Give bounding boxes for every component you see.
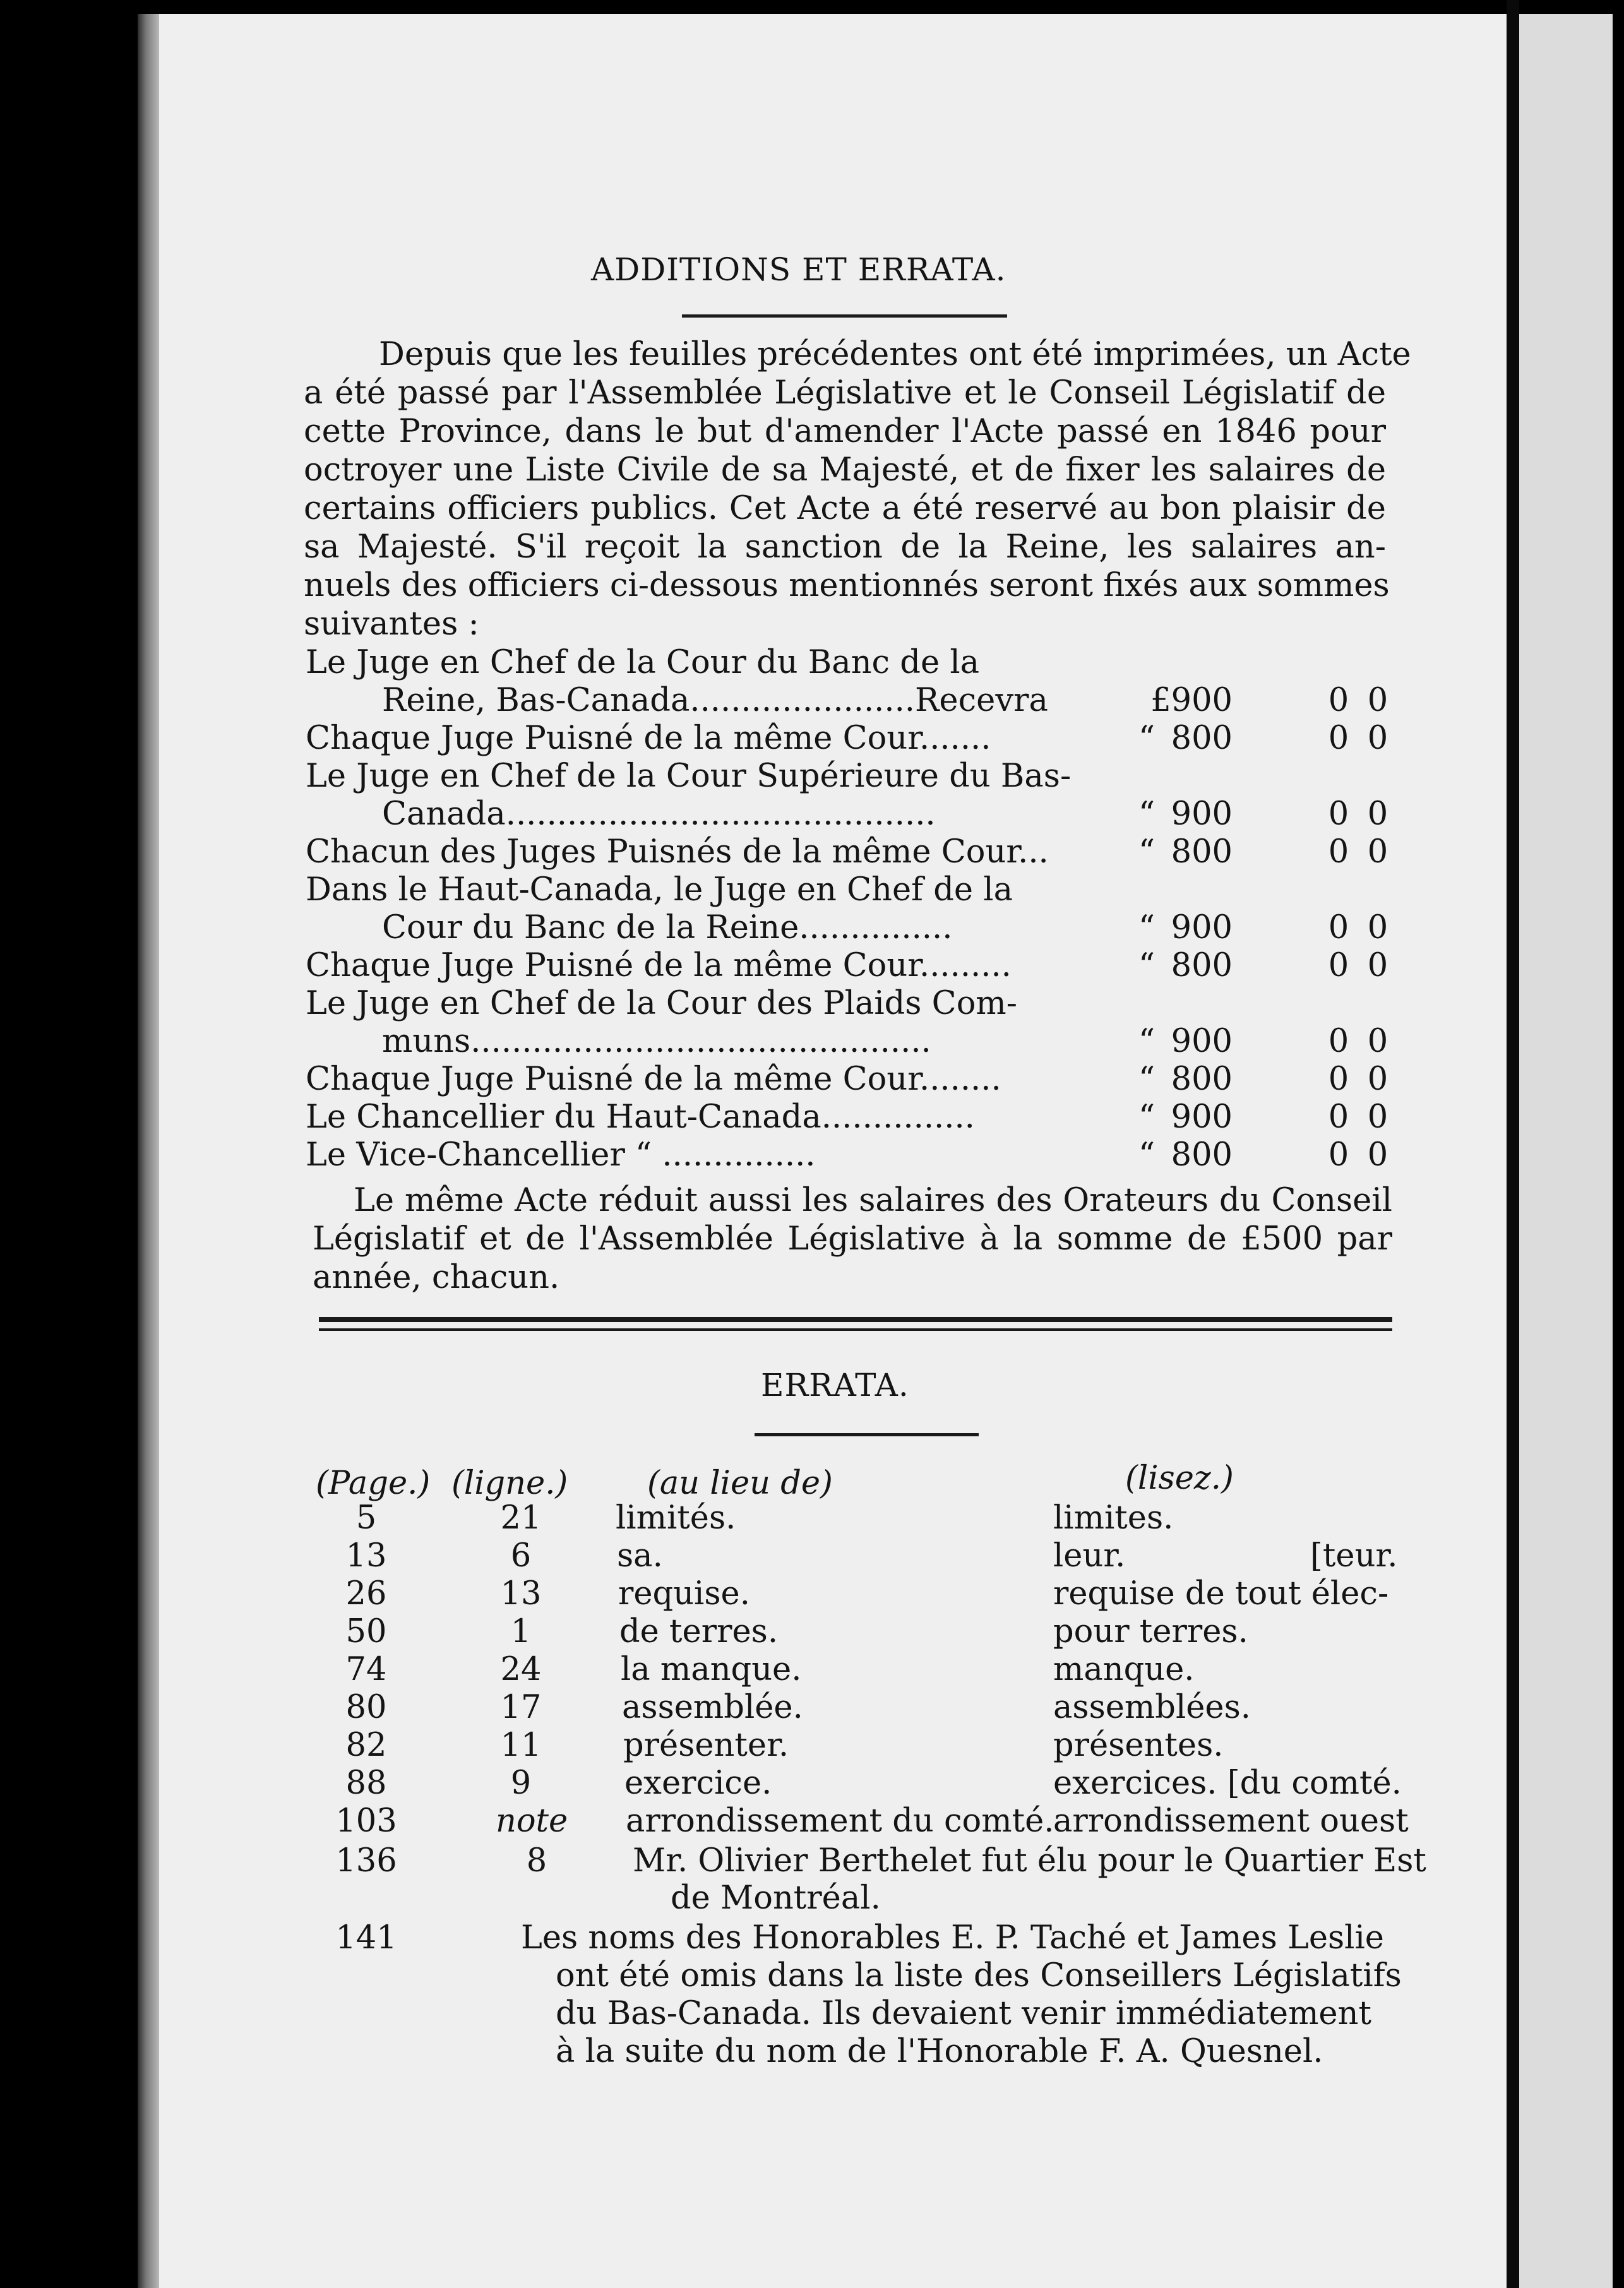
ditto-mark: “ [1138,947,1155,984]
errata-ligne: 11 [500,1727,542,1764]
salary-shillings: 0 [1328,682,1349,719]
salary-amount: 900 [1171,909,1233,946]
salary-pence: 0 [1367,795,1388,833]
errata-au-lieu: limités. [616,1499,736,1537]
errata-ligne: 17 [500,1689,542,1726]
errata-underline [755,1433,979,1436]
ditto-mark: “ [1138,1099,1155,1136]
salary-shillings: 0 [1328,720,1349,757]
errata-136-line-2: de Montréal. [671,1880,881,1917]
salary-shillings: 0 [1328,1061,1349,1098]
errata-page: 103 [335,1802,397,1840]
errata-lisez: manque. [1053,1651,1195,1688]
salary-amount: 800 [1171,947,1233,984]
salary-shillings: 0 [1328,1099,1349,1136]
errata-141-page: 141 [335,1919,397,1957]
errata-lisez: leur. [1053,1537,1126,1575]
errata-header-ligne: (ligne.) [451,1465,568,1502]
salary-pence: 0 [1367,682,1388,719]
errata-141-line-2: ont été omis dans la liste des Conseillers Législatifs [556,1957,1402,1994]
ditto-mark: “ [1138,1136,1155,1174]
salary-label: Le Chancellier du Haut-Canada............... [306,1099,975,1136]
errata-au-lieu: présenter. [623,1727,789,1764]
ditto-mark: “ [1138,720,1155,757]
errata-title: ERRATA. [761,1367,909,1403]
ditto-mark: “ [1138,795,1155,833]
errata-141-line-1: Les noms des Honorables E. P. Taché et James Leslie [521,1919,1384,1957]
salary-label: muns............................................. [382,1023,931,1060]
salary-label: Reine, Bas-Canada......................Recevra [382,682,1048,719]
errata-au-lieu: exercice. [624,1765,772,1802]
salary-label: Chaque Juge Puisné de la même Cour........ [306,1061,1001,1098]
salary-shillings: 0 [1328,1136,1349,1174]
salary-label: Cour du Banc de la Reine............... [382,909,953,946]
intro-line: nuels des officiers ci-dessous mentionnés seront fixés aux sommes [304,567,1390,604]
salary-shillings: 0 [1328,833,1349,871]
errata-ligne: 13 [500,1575,542,1612]
salary-label: Le Juge en Chef de la Cour des Plaids Com- [306,985,1018,1022]
intro-line: Depuis que les feuilles précédentes ont été imprimées, un Acte [379,336,1411,373]
errata-extra: [teur. [1310,1537,1398,1575]
errata-136-ligne: 8 [526,1842,547,1880]
errata-au-lieu: requise. [618,1575,750,1612]
salary-label: Chaque Juge Puisné de la même Cour......... [306,947,1012,984]
salary-pence: 0 [1367,909,1388,946]
errata-page: 88 [345,1765,387,1802]
salary-label: Le Vice-Chancellier “ ............... [306,1136,816,1174]
ditto-mark: “ [1138,1061,1155,1098]
errata-ligne: 1 [510,1613,532,1650]
errata-136-page: 136 [335,1842,397,1880]
closing-line: Législatif et de l'Assemblée Législative à la somme de £500 par [313,1220,1392,1258]
errata-ligne: 24 [500,1651,542,1688]
errata-lisez: exercices. [du comté. [1053,1765,1402,1802]
ditto-mark: “ [1138,1023,1155,1060]
salary-pence: 0 [1367,1061,1388,1098]
salary-amount: 900 [1171,795,1233,833]
errata-ligne: 21 [500,1499,542,1537]
salary-pence: 0 [1367,1099,1388,1136]
ditto-mark: “ [1138,833,1155,871]
salary-pence: 0 [1367,1023,1388,1060]
salary-shillings: 0 [1328,1023,1349,1060]
intro-line: octroyer une Liste Civile de sa Majesté, et de fixer les salaires de [304,451,1386,489]
errata-141-line-3: du Bas-Canada. Ils devaient venir immédiatement [556,1995,1371,2032]
closing-line-last: année, chacun. [313,1259,560,1296]
errata-141-line-4: à la suite du nom de l'Honorable F. A. Quesnel. [556,2033,1323,2070]
errata-au-lieu: arrondissement du comté. [626,1802,1054,1840]
errata-page: 13 [345,1537,387,1575]
errata-lisez: limites. [1053,1499,1174,1537]
intro-line: cette Province, dans le but d'amender l'Acte passé en 1846 pour [304,413,1386,450]
page-title: ADDITIONS ET ERRATA. [591,251,1006,288]
salary-shillings: 0 [1328,947,1349,984]
errata-ligne: 9 [510,1765,532,1802]
salary-label: Chaque Juge Puisné de la même Cour....... [306,720,991,757]
errata-page: 5 [355,1499,377,1537]
errata-header-page: (Page.) [316,1465,431,1502]
errata-ligne: note [496,1802,568,1840]
errata-ligne: 6 [510,1537,532,1575]
intro-line: sa Majesté. S'il reçoit la sanction de la Reine, les salaires an- [304,528,1386,566]
salary-label: Chacun des Juges Puisnés de la même Cour... [306,833,1049,871]
title-underline [682,314,1007,318]
errata-lisez: présentes. [1053,1727,1224,1764]
errata-page: 26 [345,1575,387,1612]
errata-page: 80 [345,1689,387,1726]
salary-pence: 0 [1367,833,1388,871]
errata-au-lieu: de terres. [619,1613,779,1650]
errata-lisez: arrondissement ouest [1053,1802,1409,1840]
errata-header-au-lieu: (au lieu de) [647,1465,833,1502]
errata-page: 74 [345,1651,387,1688]
facing-page-edge [1519,14,1613,2288]
salary-pence: 0 [1367,947,1388,984]
salary-amount: 800 [1171,720,1233,757]
errata-page: 82 [345,1727,387,1764]
intro-line: a été passé par l'Assemblée Législative et le Conseil Législatif de [304,374,1386,412]
salary-label: Le Juge en Chef de la Cour Supérieure du Bas- [306,758,1072,795]
intro-line: certains officiers publics. Cet Acte a été reservé au bon plaisir de [304,490,1386,527]
closing-line: Le même Acte réduit aussi les salaires des Orateurs du Conseil [354,1182,1392,1219]
salary-pence: 0 [1367,720,1388,757]
errata-lisez: pour terres. [1053,1613,1248,1650]
salary-label: Dans le Haut-Canada, le Juge en Chef de la [306,871,1013,909]
errata-header-lisez: (lisez.) [1125,1460,1234,1497]
errata-page: 50 [345,1613,387,1650]
salary-shillings: 0 [1328,795,1349,833]
salary-shillings: 0 [1328,909,1349,946]
salary-amount: 800 [1171,1061,1233,1098]
intro-line-last: suivantes : [304,605,479,643]
salary-amount: 800 [1171,1136,1233,1174]
errata-au-lieu: la manque. [621,1651,802,1688]
section-rule-thick [319,1317,1392,1322]
salary-amount: £900 [1150,682,1233,719]
errata-lisez: requise de tout élec- [1053,1575,1389,1612]
errata-au-lieu: sa. [617,1537,663,1575]
salary-label: Le Juge en Chef de la Cour du Banc de la [306,644,980,681]
salary-pence: 0 [1367,1136,1388,1174]
salary-amount: 900 [1171,1023,1233,1060]
salary-amount: 800 [1171,833,1233,871]
errata-lisez: assemblées. [1053,1689,1251,1726]
gutter-edge [1507,0,1519,2288]
errata-136-line-1: Mr. Olivier Berthelet fut élu pour le Quartier Est [633,1842,1426,1880]
page-spine-shadow [138,14,159,2288]
errata-au-lieu: assemblée. [622,1689,803,1726]
section-rule-thin [319,1328,1392,1331]
salary-amount: 900 [1171,1099,1233,1136]
ditto-mark: “ [1138,909,1155,946]
salary-label: Canada.......................................... [382,795,936,833]
